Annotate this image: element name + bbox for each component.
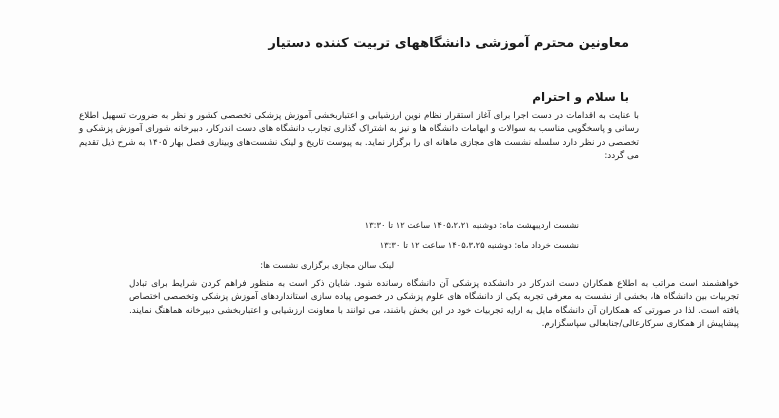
letter-greeting: با سلام و احترام <box>532 90 629 104</box>
letter-paragraph-2: خواهشمند است مراتب به اطلاع همکاران دست اندرکار در دانشکده پزشکی آن دانشگاه رسانده شود. شایان ذکر است به منظور فراهم کردن شرایط برای تبادل تجربیات بین دانشگاه ها، بخشی از نشست به معرفی تجربه یکی از دانشگاه های علوم پزشکی در خصوص پیاده سازی استانداردهای آموزش پزشکی وتخصصی اختصاص یافته است. لذا در صورتی که همکاران آن دانشگاه مایل به ارایه تجربیات خود در این بخش باشند، می توانند با معاونت ارزشیابی و اعتباربخشی دبیرخانه هماهنگ نمایند. پیشاپیش از همکاری سرکارعالی/جنابعالی سپاسگزارم. <box>129 279 739 330</box>
session-date-2: نشست خرداد ماه: دوشنبه ۱۴۰۵،۳،۲۵ ساعت ۱۲ تا ۱۳:۳۰ <box>379 240 579 250</box>
letter-title: معاونین محترم آموزشی دانشگاههای تربیت کننده دستیار <box>268 36 629 51</box>
virtual-hall-link-label: لینک سالن مجازی برگزاری نشست ها: <box>260 260 394 270</box>
letter-paragraph-1: با عنایت به اقدامات در دست اجرا برای آغاز استقرار نظام نوین ارزشیابی و اعتباربخشی آموزش پزشکی تخصصی کشور و نظر به ضرورت تسهیل اطلاع رسانی و پاسخگویی مناسب به سوالات و ابهامات دانشگاه ها و نیز به اشتراک گذاری تجارب دانشگاه های دست اندرکار، دبیرخانه شورای آموزش پزشکی و تخصصی در نظر دارد سلسله نشست های مجازی ماهانه ای را برگزار نماید. به پیوست تاریخ و لینک نشست‌های وبیناری فصل بهار ۱۴۰۵ به شرح ذیل تقدیم می گردد: <box>79 111 639 162</box>
session-date-1: نشست اردیبهشت ماه: دوشنبه ۱۴۰۵،۲،۲۱ ساعت ۱۲ تا ۱۳:۳۰ <box>364 220 579 230</box>
